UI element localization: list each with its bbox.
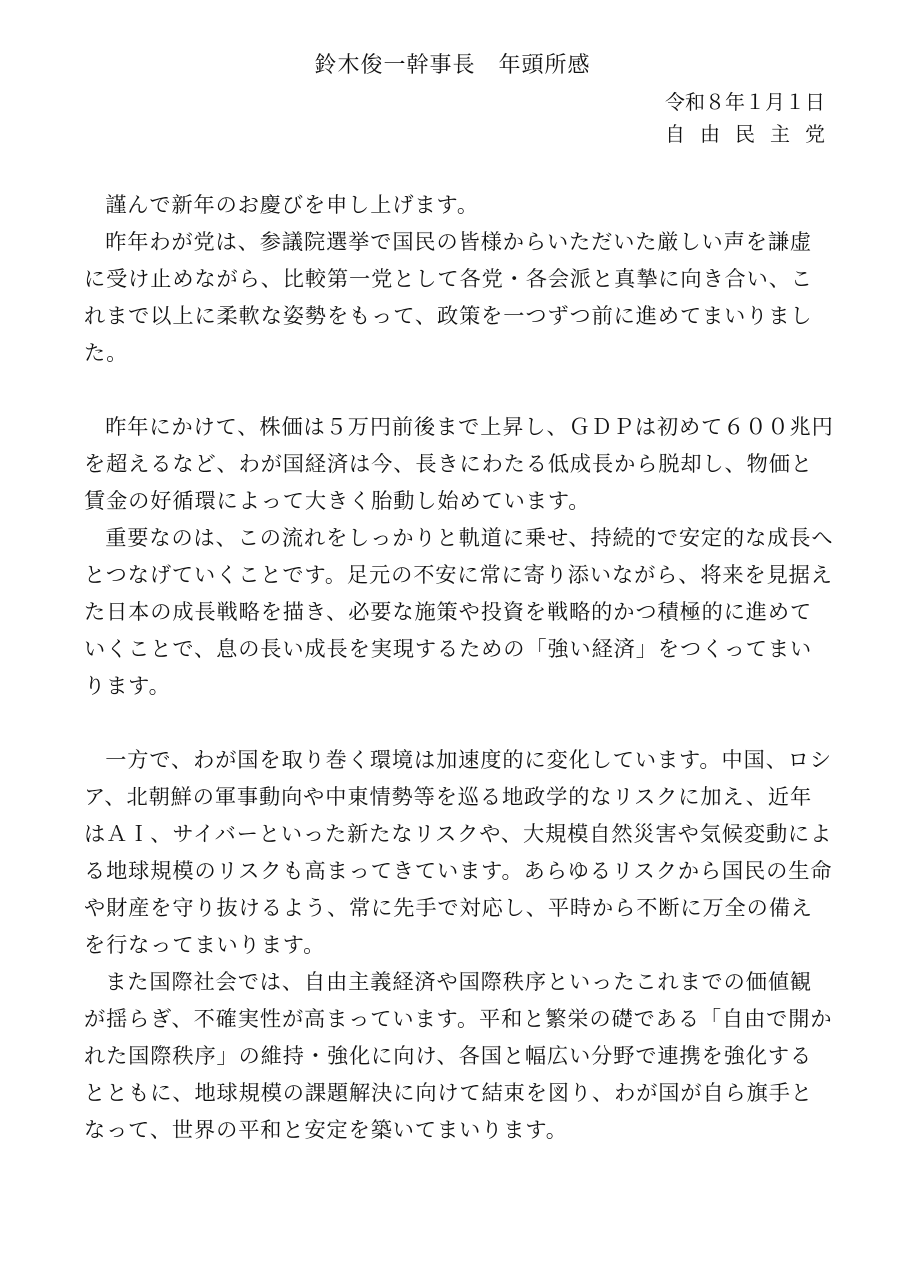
paragraph-international: また国際社会では、自由主義経済や国際秩序といったこれまでの価値観が揺らぎ、不確実性が高まっています。平和と繁栄の礎である「自由で開かれた国際秩序」の維持・強化に向け、各国と幅広い分野で連携を強化するとともに、地球規模の課題解決に向けて結束を図り、わが国が自ら旗手となって、世界の平和と安定を築いてまいります。 (84, 969, 833, 1142)
paragraph-spacer (84, 704, 834, 741)
party-name: 自由民主党 (665, 122, 840, 146)
paragraph-economy: 昨年にかけて、株価は５万円前後まで上昇し、ＧＤＰは初めて６００兆円を超えるなど、わが国経済は今、長きにわたる低成長から脱却し、物価と賃金の好循環によって大きく胎動し始めています。 (84, 414, 834, 513)
document-date: 令和８年１月１日 (665, 90, 825, 114)
paragraph-security: 一方で、わが国を取り巻く環境は加速度的に変化しています。中国、ロシア、北朝鮮の軍事動向や中東情勢等を巡る地政学的なリスクに加え、近年はＡＩ、サイバーといった新たなリスクや、大規模自然災害や気候変動による地球規模のリスクも高まってきています。あらゆるリスクから国民の生命や財産を守り抜けるよう、常に先手で対応し、平時から不断に万全の備えを行なってまいります。 (84, 747, 833, 957)
document-title: 鈴木俊一幹事長 年頭所感 (314, 53, 591, 78)
document-body (84, 186, 834, 1148)
document-meta (665, 86, 840, 150)
paragraph-growth: 重要なのは、この流れをしっかりと軌道に乗せ、持続的で安定的な成長へとつなげていくことです。足元の不安に常に寄り添いながら、将来を見据えた日本の成長戦略を描き、必要な施策や投資を戦略的かつ積極的に進めていくことで、息の長い成長を実現するための「強い経済」をつくってまいります。 (84, 525, 834, 698)
paragraph-greeting: 謹んで新年のお慶びを申し上げます。 (105, 192, 479, 217)
paragraph-spacer (84, 371, 834, 408)
paragraph-last-year: 昨年わが党は、参議院選挙で国民の皆様からいただいた厳しい声を謙虚に受け止めながら、比較第一党として各党・各会派と真摯に向き合い、これまで以上に柔軟な姿勢をもって、政策を一つずつ前に進めてまいりました。 (84, 229, 813, 365)
